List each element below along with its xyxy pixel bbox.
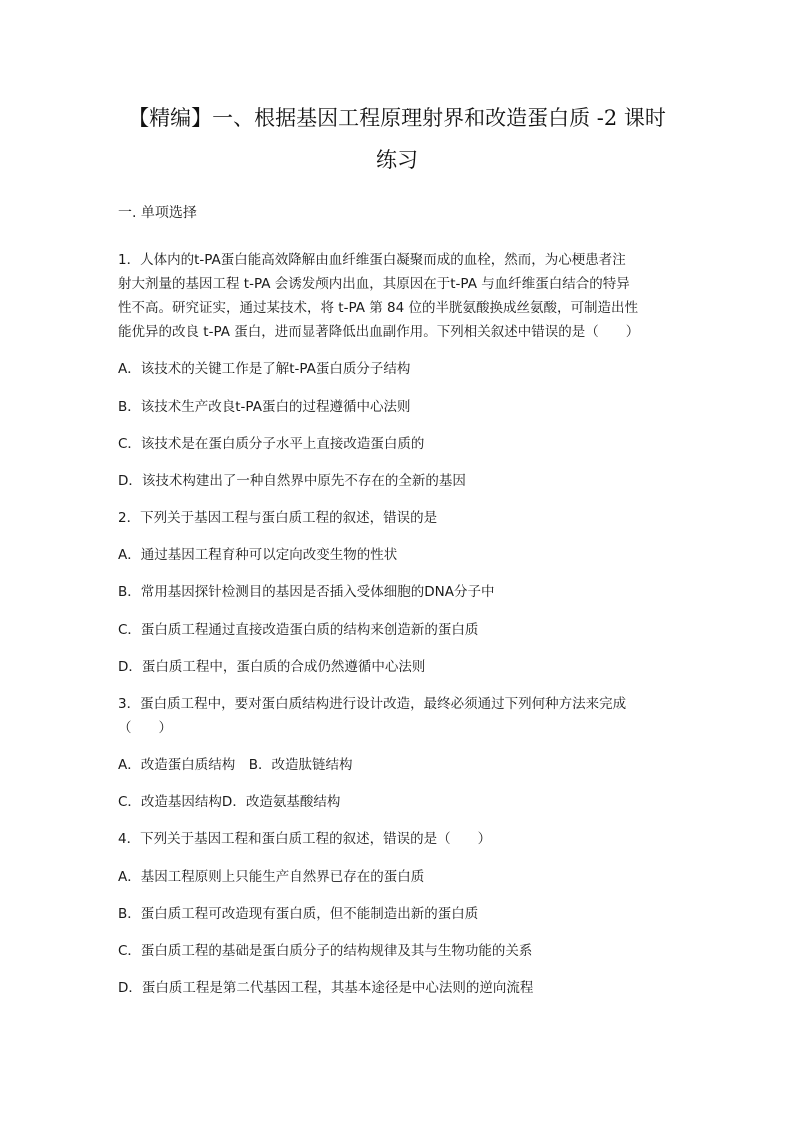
question-1-option-c: C．该技术是在蛋白质分子水平上直接改造蛋白质的 [118,436,425,452]
question-2-option-d: D．蛋白质工程中，蛋白质的合成仍然遵循中心法则 [118,659,426,675]
question-1-stem-line: 1．人体内的t-PA蛋白能高效降解由血纤维蛋白凝聚而成的血栓，然而，为心梗患者注 [118,252,626,268]
question-1-stem-line: 性不高。研究证实，通过某技术，将 t-PA 第 84 位的半胱氨酸换成丝氨酸，可制造出性 [118,300,639,316]
question-2-stem-line: 2．下列关于基因工程与蛋白质工程的叙述，错误的是 [118,510,438,526]
question-4-option-a: A．基因工程原则上只能生产自然界已存在的蛋白质 [118,869,425,885]
question-4-option-d: D．蛋白质工程是第二代基因工程，其基本途径是中心法则的逆向流程 [118,980,534,996]
question-3-stem-line: 3．蛋白质工程中，要对蛋白质结构进行设计改造，最终必须通过下列何种方法来完成 [118,696,627,712]
question-4-option-b: B．蛋白质工程可改造现有蛋白质，但不能制造出新的蛋白质 [118,906,479,922]
question-2-option-c: C．蛋白质工程通过直接改造蛋白质的结构来创造新的蛋白质 [118,622,479,638]
question-1-stem-line: 能优异的改良 t-PA 蛋白，进而显著降低出血副作用。下列相关叙述中错误的是（ ） [118,324,640,340]
question-3-option-ab: A．改造蛋白质结构 B．改造肽链结构 [118,757,353,773]
question-4-option-c: C．蛋白质工程的基础是蛋白质分子的结构规律及其与生物功能的关系 [118,943,533,959]
question-4-stem-line: 4．下列关于基因工程和蛋白质工程的叙述，错误的是（ ） [118,831,492,847]
question-2-option-b: B．常用基因探针检测目的基因是否插入受体细胞的DNA分子中 [118,584,495,600]
document-title-line-2: 练习 [376,148,418,172]
question-3-stem-line: （ ） [118,720,172,736]
question-1-option-b: B．该技术生产改良t-PA蛋白的过程遵循中心法则 [118,399,411,415]
question-2-option-a: A．通过基因工程育种可以定向改变生物的性状 [118,547,398,563]
question-1-stem-line: 射大剂量的基因工程 t-PA 会诱发颅内出血，其原因在于t-PA 与血纤维蛋白结合的特异 [118,276,630,292]
question-1-option-a: A．该技术的关键工作是了解t-PA蛋白质分子结构 [118,361,411,377]
question-3-option-cd: C．改造基因结构D．改造氨基酸结构 [118,794,341,810]
question-1-option-d: D．该技术构建出了一种自然界中原先不存在的全新的基因 [118,473,466,489]
section-heading: 一. 单项选择 [118,205,197,221]
document-title-line-1: 【精编】一、根据基因工程原理射界和改造蛋白质 -2 课时 [128,106,666,130]
